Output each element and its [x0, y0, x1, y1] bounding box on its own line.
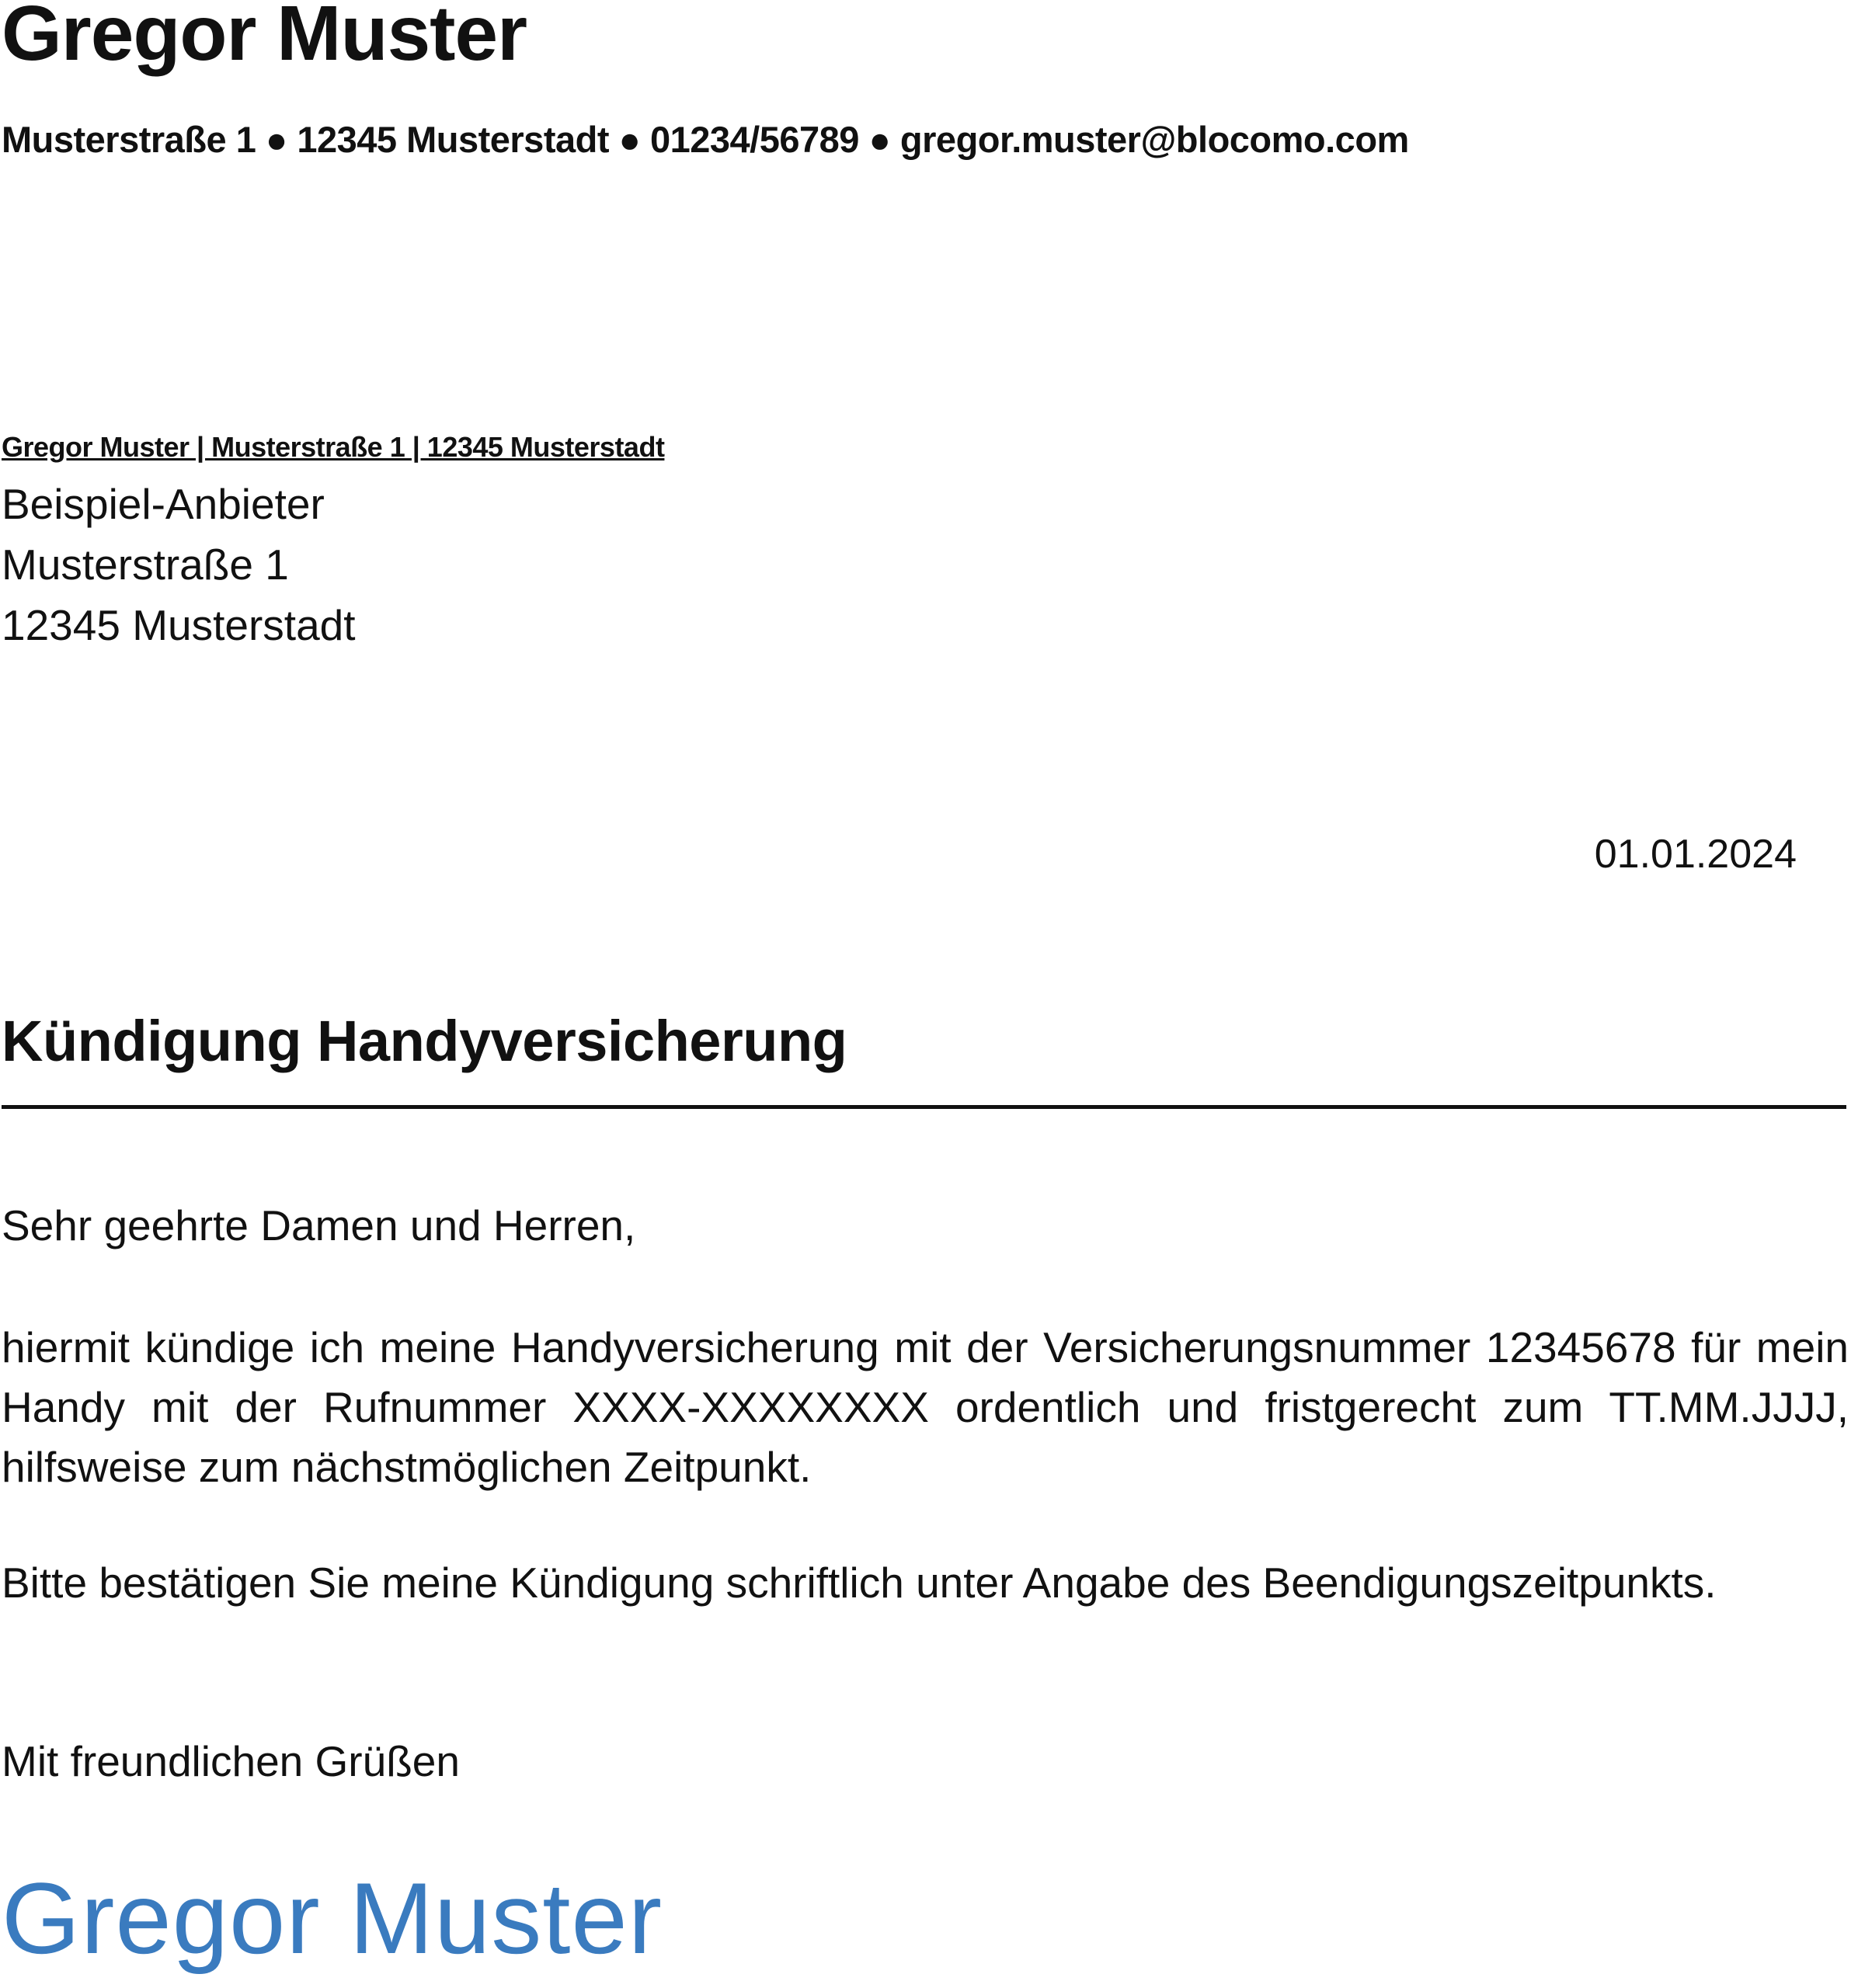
subject-divider [2, 1105, 1846, 1109]
closing-phrase: Mit freundlichen Grüßen [2, 1737, 460, 1785]
recipient-city: 12345 Musterstadt [2, 601, 356, 649]
recipient-address [2, 474, 356, 655]
letter-date: 01.01.2024 [1594, 832, 1797, 877]
confirmation-paragraph: Bitte bestätigen Sie meine Kündigung schriftlich unter Angabe des Beendigungszeitpunkts. [2, 1559, 1717, 1607]
return-address-line: Gregor Muster | Musterstraße 1 | 12345 Musterstadt [2, 431, 665, 463]
signature: Gregor Muster [2, 1861, 663, 1975]
sender-contact-line: Musterstraße 1 ● 12345 Musterstadt ● 01234/56789 ● gregor.muster@blocomo.com [2, 119, 1409, 160]
sender-name: Gregor Muster [2, 0, 527, 77]
body-paragraph: hiermit kündige ich meine Handyversicherung mit der Versicherungsnummer 12345678 für mein Handy mit der Rufnummer XXXX-XXXXXXXX ordentlich und fristgerecht zum TT.MM.JJJJ, hilfsweise zum nächstmöglichen Zeitpunkt. [2, 1323, 1849, 1491]
salutation: Sehr geehrte Damen und Herren, [2, 1201, 636, 1249]
recipient-name: Beispiel-Anbieter [2, 480, 325, 528]
recipient-street: Musterstraße 1 [2, 540, 289, 589]
letter-subject: Kündigung Handyversicherung [2, 1009, 847, 1073]
